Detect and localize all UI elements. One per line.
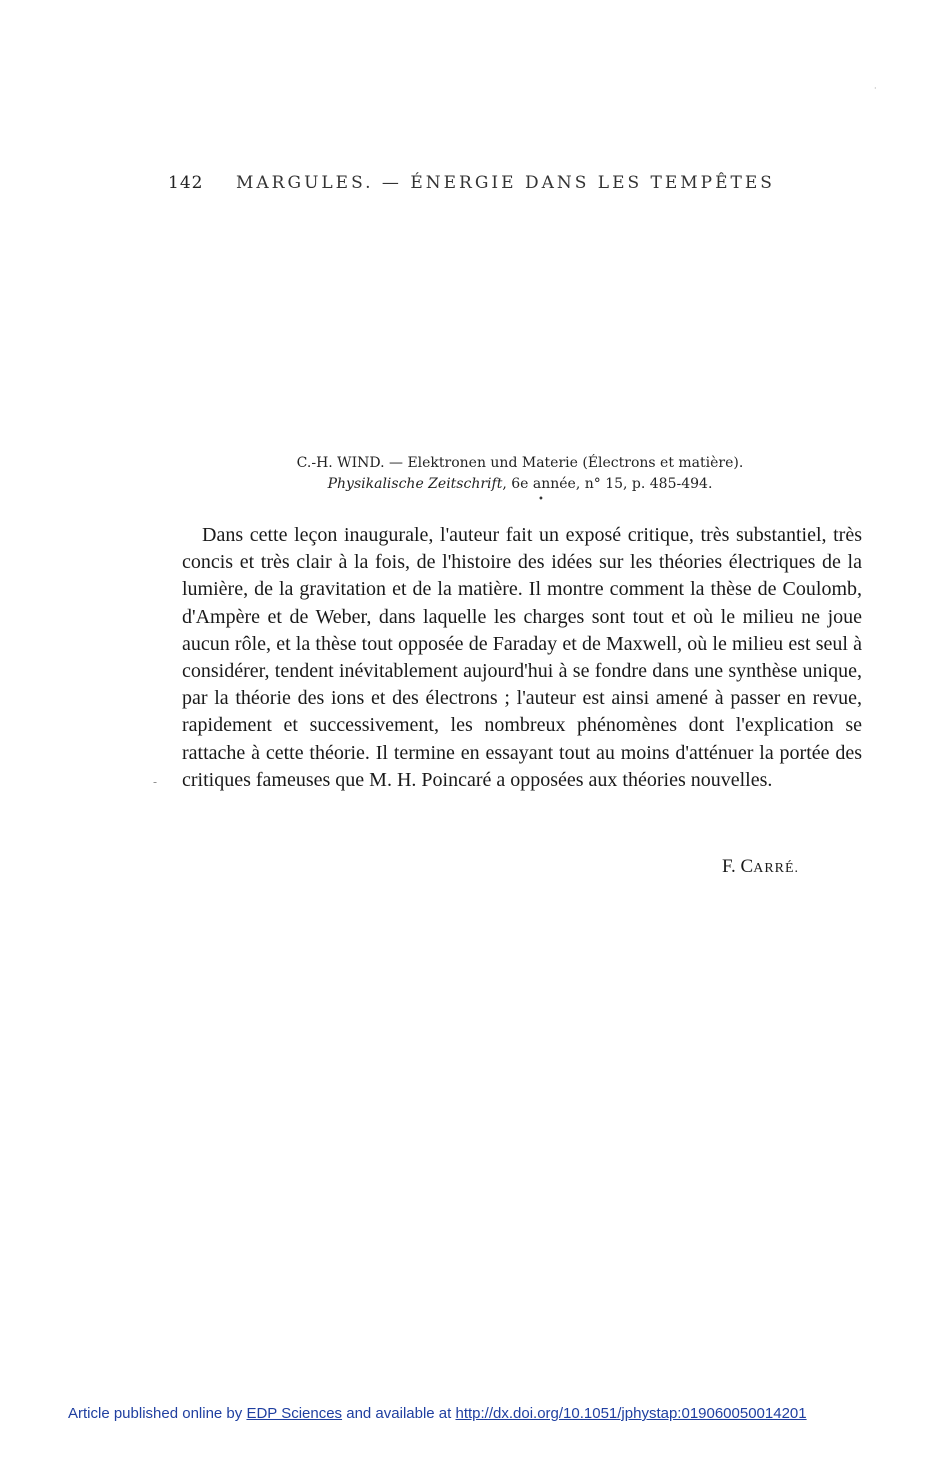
doi-link[interactable]: http://dx.doi.org/10.1051/jphystap:019060050014201: [455, 1405, 807, 1422]
citation-title: Elektronen und Materie (Électrons et matière).: [407, 455, 744, 471]
margin-tick: -: [153, 775, 158, 789]
scan-speck: ·: [874, 84, 877, 93]
footer-prefix: Article published online by: [68, 1405, 247, 1422]
footer-middle: and available at: [342, 1405, 456, 1422]
signature-rest: ARRÉ.: [753, 861, 800, 876]
citation-author: C.-H. WIND.: [296, 455, 385, 471]
running-header: MARGULES. — ÉNERGIE DANS LES TEMPÊTES: [236, 173, 775, 193]
review-text: Dans cette leçon inaugurale, l'auteur fait un exposé critique, très substantiel, très concis et très clair à la fois, de l'histoire des idées sur les théories électriques de la lumière, de la gravitation et de la matière. Il montre comment la thèse de Coulomb, d'Ampère et de Weber, dans laquelle les charges sont tout et où le milieu ne joue aucun rôle, et la thèse tout opposée de Faraday et de Maxwell, où le milieu est seul à considérer, tendent inévitablement aujourd'hui à se fondre dans une synthèse unique, par la théorie des ions et des électrons ; l'auteur est ainsi amené à passer en revue, rapidement et successivement, les nombreux phénomènes dont l'explication se rattache à cette théorie. Il termine en essayant tout au moins d'atténuer la portée des critiques fameuses que M. H. Poincaré a opposées aux théories nouvelles.: [182, 524, 862, 791]
publisher-link[interactable]: EDP Sciences: [246, 1405, 343, 1422]
citation-details: , 6e année, n° 15, p. 485-494.: [502, 476, 713, 492]
citation-line-2: [190, 476, 850, 492]
citation-line-1: [190, 455, 850, 471]
citation-dash: —: [384, 455, 408, 471]
publication-footer: [68, 1405, 807, 1422]
page-number: 142: [168, 173, 204, 193]
signature-initial: F. C: [722, 856, 754, 877]
review-paragraph: [182, 522, 862, 794]
separator-dot: •: [538, 494, 544, 505]
citation-journal: Physikalische Zeitschrift: [327, 476, 503, 492]
review-signature: [722, 856, 799, 878]
